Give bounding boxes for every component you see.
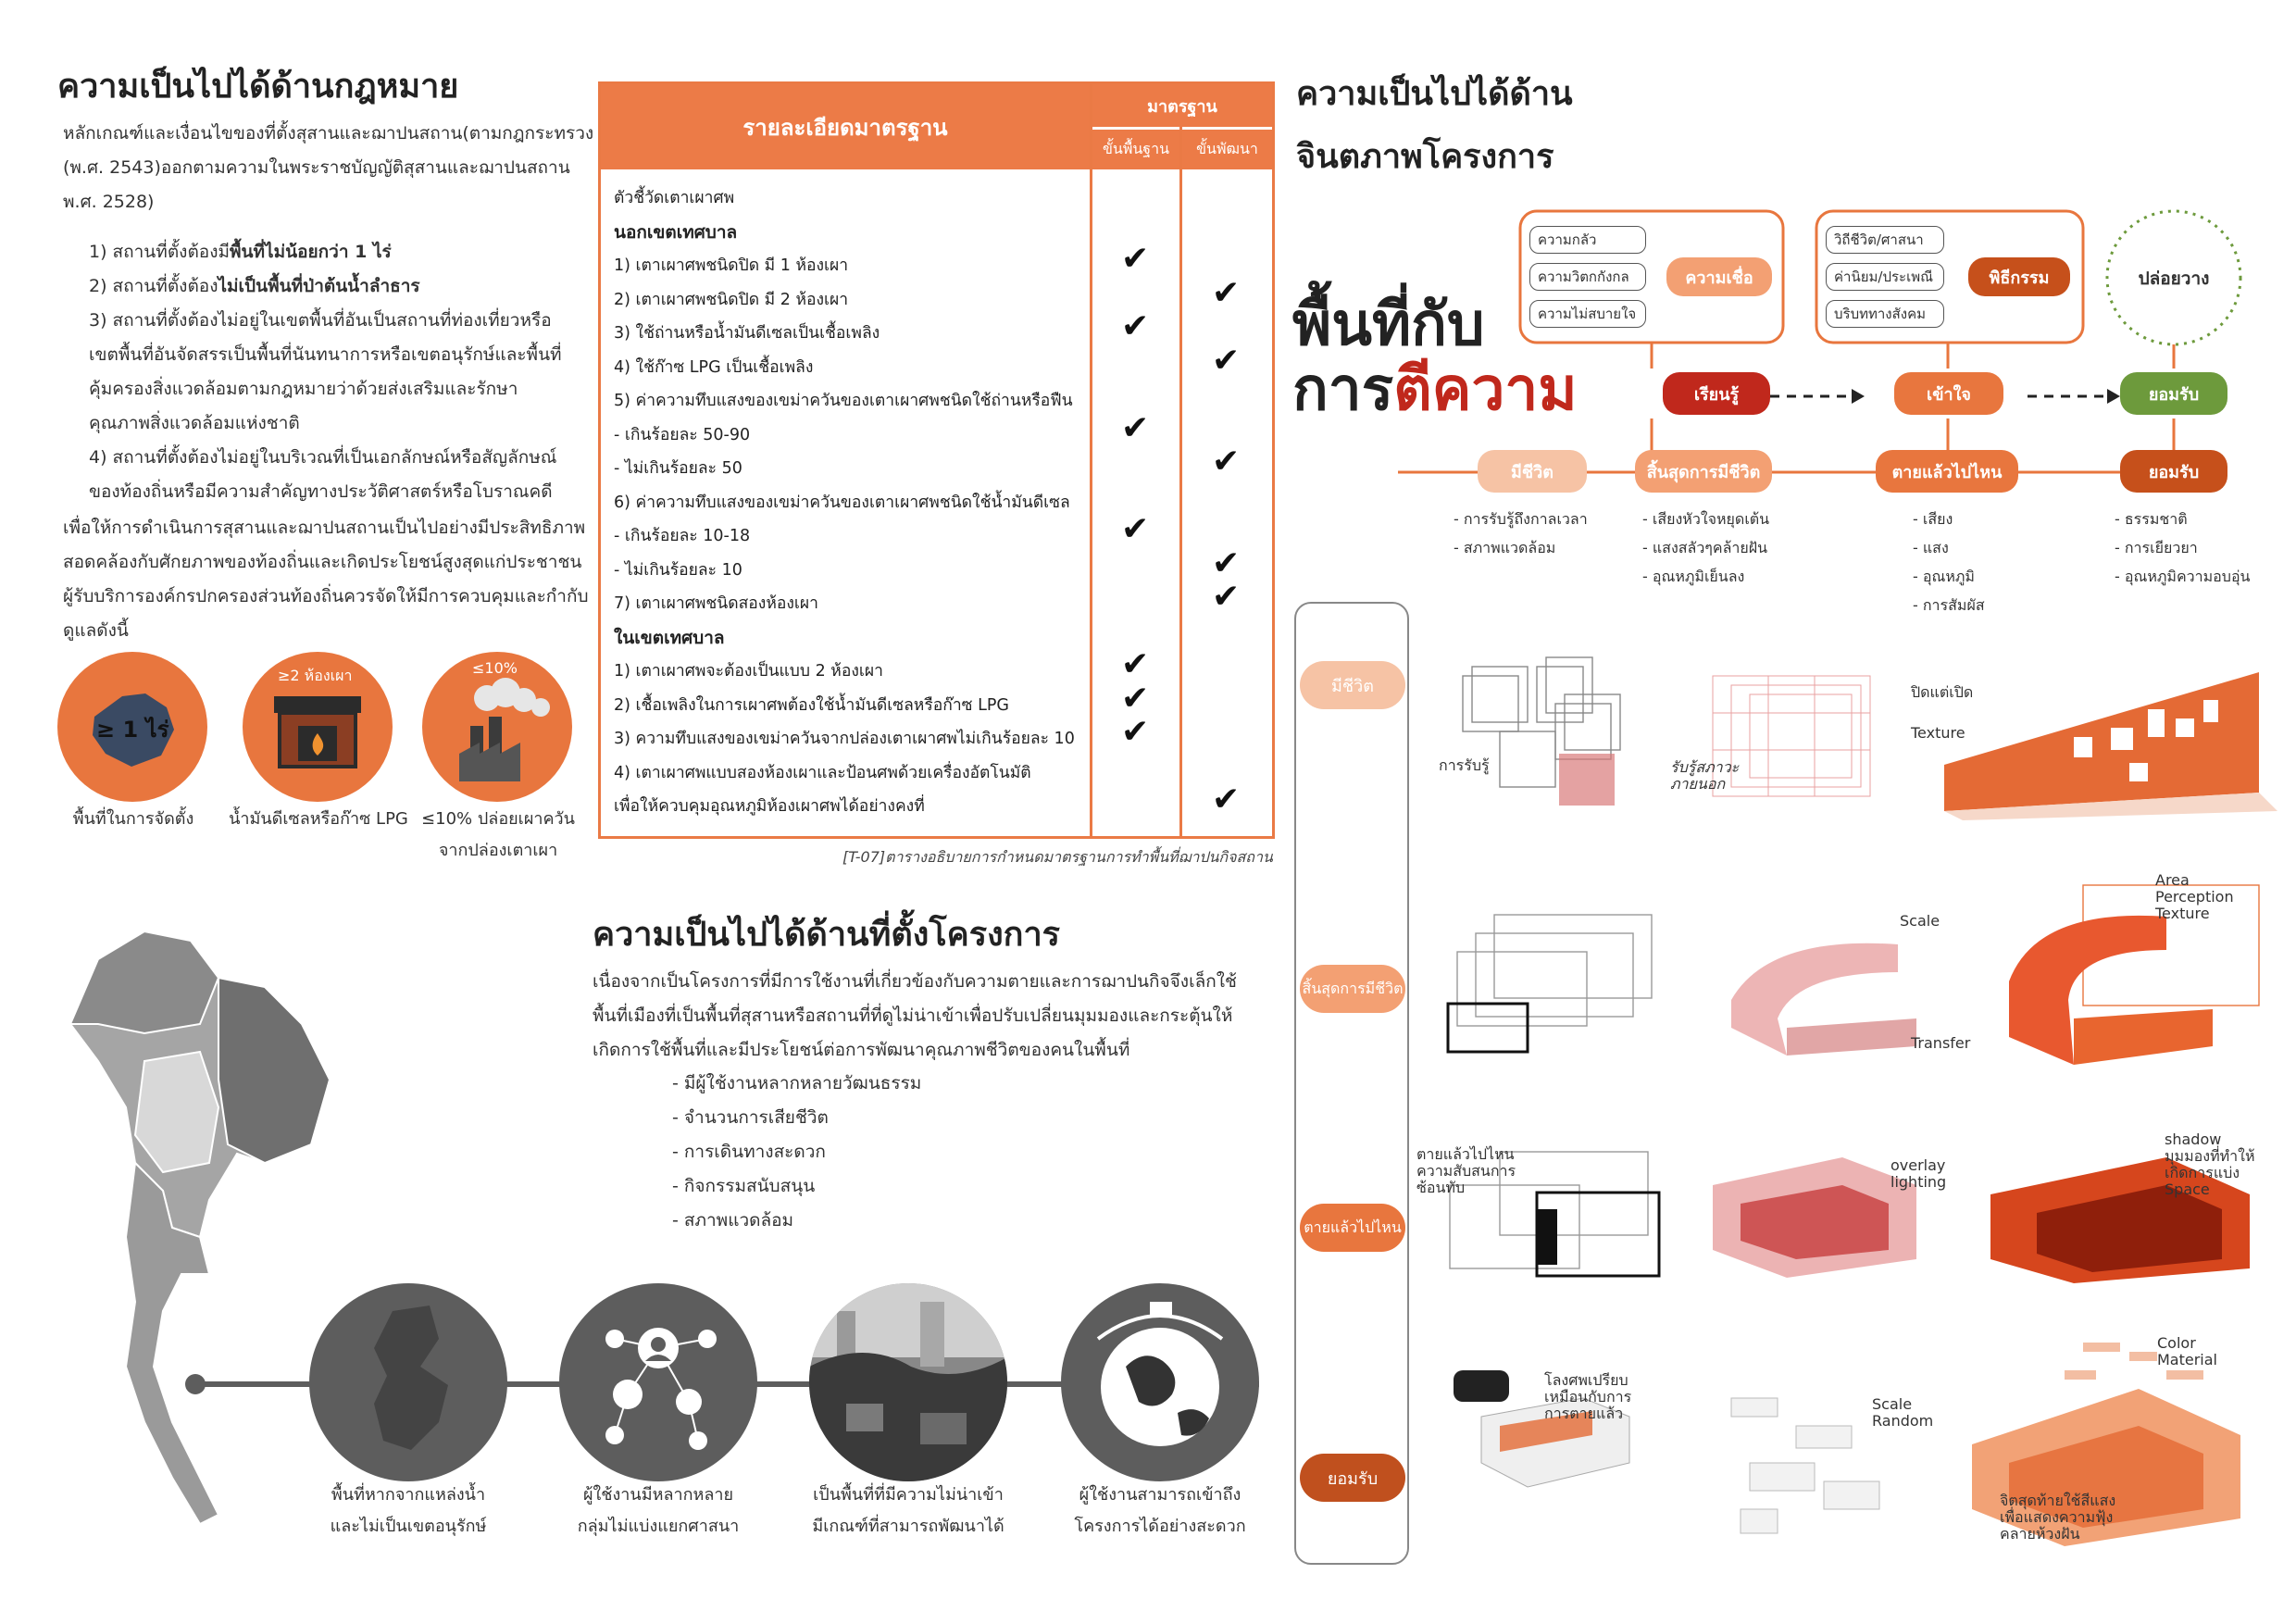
r4-label-d xyxy=(2000,1493,2115,1543)
title-line: ความเป็นไปได้ด้าน xyxy=(1296,75,1573,113)
standards-table xyxy=(598,81,1275,839)
legal-paragraph xyxy=(63,511,589,648)
table-row: - ไม่เกินร้อยละ 10 xyxy=(614,560,742,580)
label-line: Material xyxy=(2157,1351,2217,1368)
note: - อุณหภูมิความอบอุ่น xyxy=(2115,568,2251,585)
advanced-check-icon: ✔ xyxy=(1212,341,1241,380)
legal-item-4: 4) สถานที่ตั้งต้องไม่อยู่ในบริเวณที่เป็นเอกลักษณ์หรือสัญลักษณ์ xyxy=(89,447,557,468)
note: - เสียง xyxy=(1913,510,1953,528)
advanced-check-icon: ✔ xyxy=(1212,578,1241,616)
label-line: Area xyxy=(2155,871,2190,889)
big-line: พื้นที่กับ xyxy=(1292,291,1485,359)
table-row: 1) เตาเผาศพจะต้องเป็นแบบ 2 ห้องเผา xyxy=(614,662,883,681)
timeline-caption-4 xyxy=(1026,1480,1294,1543)
r2-label-c xyxy=(2155,872,2234,922)
chamber-badge: ≥2 ห้องเผา xyxy=(278,667,353,684)
side-stage-end-of-life: สิ้นสุดการมีชีวิต xyxy=(1300,965,1405,1013)
legal-item-1 xyxy=(89,235,562,269)
basic-check-icon: ✔ xyxy=(1121,713,1150,751)
table-row: 5) ค่าความทึบแสงของเขม่าควันของเตาเผาศพชนิดใช้ถ่านหรือฟืน xyxy=(614,392,1073,410)
para-line: เนื่องจากเป็นโครงการที่มีการใช้งานที่เกี่ยวข้องกับความตายและการฌาปนกิจจึงเล็กใช้ xyxy=(593,971,1237,992)
label-line: shadow xyxy=(2165,1131,2222,1148)
label-line: เหมือนกับการ xyxy=(1544,1388,1632,1405)
table-row: 2) เตาเผาศพชนิดปิด มี 2 ห้องเผา xyxy=(614,290,849,309)
site-paragraph xyxy=(593,965,1237,1068)
label-line: overlay xyxy=(1890,1156,1946,1174)
label-line: ปิดแต่เปิด xyxy=(1911,683,1974,701)
timeline-caption-1 xyxy=(274,1480,543,1543)
cubes-diagram xyxy=(1444,648,1648,815)
bullet: - กิจกรรมสนับสนุน xyxy=(672,1176,816,1196)
text: 1) สถานที่ตั้งต้องมี xyxy=(89,242,230,262)
random-blocks-render xyxy=(1722,1389,1889,1546)
caption-line: มีเกณฑ์ที่สามารถพัฒนาได้ xyxy=(812,1517,1004,1536)
text: 2) สถานที่ตั้งต้อง xyxy=(89,276,218,296)
label-line: Perception xyxy=(2155,888,2234,906)
r4-label-c xyxy=(2157,1335,2217,1368)
basic-check-icon: ✔ xyxy=(1121,408,1150,447)
legal-list xyxy=(89,235,562,509)
stage-notes-1 xyxy=(1454,505,1588,562)
label-line: ความสับสนการ xyxy=(1416,1162,1516,1180)
belief-item: ความกลัว xyxy=(1529,226,1646,254)
label-line: ตายแล้วไปไหน xyxy=(1416,1145,1515,1163)
r3-label-a xyxy=(1416,1146,1516,1196)
ritual-pill: พิธีกรรม xyxy=(1968,257,2070,296)
caption-line: และไม่เป็นเขตอนุรักษ์ xyxy=(330,1517,487,1536)
intro-line: พ.ศ. 2528) xyxy=(63,192,155,212)
stage-notes-4 xyxy=(2115,505,2250,591)
para-line: สอดคล้องกับศักยภาพของท้องถิ่นและเกิดประโยชน์สูงสุดแก่ประชาชน xyxy=(63,552,582,572)
frames-diagram xyxy=(1439,911,1661,1059)
title-line: จินตภาพโครงการ xyxy=(1296,138,1554,176)
grid-wireframe xyxy=(1694,667,1889,815)
caption-line: เป็นพื้นที่ที่มีความไม่น่าเข้า xyxy=(813,1485,1004,1505)
para-line: ผู้รับบริการองค์กรปกครองส่วนท้องถิ่นควรจัดให้มีการควบคุมและกำกับ xyxy=(63,586,589,606)
basic-check-icon: ✔ xyxy=(1121,240,1150,278)
ritual-item: บริบททางสังคม xyxy=(1826,300,1944,328)
table-row: - เกินร้อยละ 10-18 xyxy=(614,527,751,545)
legal-item-3: คุณภาพสิ่งแวดล้อมแห่งชาติ xyxy=(89,413,300,433)
label-line: Texture xyxy=(2155,905,2210,922)
timeline-caption-2 xyxy=(524,1480,792,1543)
label-line: เพื่อแสดงความฟุ้ง xyxy=(2000,1508,2114,1526)
para-line: ดูแลดังนี้ xyxy=(63,620,129,641)
caption-line: โครงการได้อย่างสะดวก xyxy=(1074,1517,1246,1536)
label-line: ซ้อนทับ xyxy=(1416,1179,1466,1196)
note: - อุณหภูมิ xyxy=(1913,568,1975,585)
note: - แสงสลัวๆคล้ายฝัน xyxy=(1642,539,1768,556)
bullet: - มีผู้ใช้งานหลากหลายวัฒนธรรม xyxy=(672,1073,922,1093)
text-red: ตีความ xyxy=(1393,356,1578,424)
label-line: คลายห้วงฝัน xyxy=(2000,1525,2080,1543)
r1-label-a: การรับรู้ xyxy=(1439,756,1490,774)
stage-accept: ยอมรับ xyxy=(2120,450,2227,493)
label-line: มุมมองที่ทำให้ xyxy=(2165,1147,2255,1165)
para-line: พื้นที่เมืองที่เป็นพื้นที่สุสานหรือสถานที่ที่ดูไม่น่าเข้าเพื่อปรับเปลี่ยนมุมมองและกระตุ้นให้ xyxy=(593,1006,1233,1026)
text-bold: พื้นที่ไม่น้อยกว่า 1 ไร่ xyxy=(230,242,392,262)
label-line: เกิดการแบ่ง xyxy=(2165,1164,2240,1181)
basic-check-icon: ✔ xyxy=(1121,679,1150,718)
caption-line: พื้นที่หากจากแหล่งน้ำ xyxy=(331,1485,486,1505)
legal-item-2 xyxy=(89,269,562,304)
advanced-check-icon: ✔ xyxy=(1212,443,1241,481)
texture-wall-render xyxy=(1926,654,2277,820)
bullet: - สภาพแวดล้อม xyxy=(672,1210,794,1230)
caption-line: จากปล่องเตาเผา xyxy=(438,841,558,860)
note: - แสง xyxy=(1913,539,1949,556)
stage-notes-3 xyxy=(1913,505,1985,619)
caption-line: กลุ่มไม่แบ่งแยกศาสนา xyxy=(577,1517,740,1536)
r1-label-c xyxy=(1911,672,1973,754)
bullet: - จำนวนการเสียชีวิต xyxy=(672,1107,829,1128)
para-line: เกิดการใช้พื้นที่และมีประโยชน์ต่อการพัฒนาคุณภาพชีวิตของคนในพื้นที่ xyxy=(593,1040,1130,1060)
site-bullets xyxy=(672,1067,921,1238)
legal-item-3: 3) สถานที่ตั้งต้องไม่อยู่ในเขตพื้นที่อันเป็นสถานที่ท่องเที่ยวหรือ xyxy=(89,310,552,331)
label-line: โลงศพเปรียบ xyxy=(1544,1371,1628,1389)
label-line: Texture xyxy=(1911,724,1965,742)
r4-label-a xyxy=(1544,1372,1631,1422)
intro-line: (พ.ศ. 2543)ออกตามความในพระราชบัญญัติสุสานและฌาปนสถาน xyxy=(63,157,570,178)
basic-check-icon: ✔ xyxy=(1121,510,1150,548)
province-map-icon xyxy=(309,1283,507,1481)
caption-line: ≤10% ปล่อยเผาควัน xyxy=(421,809,575,829)
note: - อุณหภูมิเย็นลง xyxy=(1642,568,1745,585)
belief-pill: ความเชื่อ xyxy=(1666,257,1772,296)
label-line: ภายนอก xyxy=(1670,775,1726,793)
note: - การรับรู้ถึงกาลเวลา xyxy=(1454,510,1588,528)
release-label: ปล่อยวาง xyxy=(2138,269,2210,289)
text: การ xyxy=(1292,356,1394,424)
table-row: ในเขตเทศบาล xyxy=(614,627,725,648)
concept-title xyxy=(1296,63,1573,189)
curved-wall-render-1 xyxy=(1713,917,1935,1065)
table-row: นอกเขตเทศบาล xyxy=(614,221,738,243)
column-divider xyxy=(1090,84,1092,836)
timeline-start-dot xyxy=(185,1374,206,1394)
note: - ธรรมชาติ xyxy=(2115,510,2188,528)
side-stage-alive: มีชีวิต xyxy=(1300,661,1405,709)
flow-understand: เข้าใจ xyxy=(1894,372,2003,415)
stage-notes-2 xyxy=(1642,505,1769,591)
label-line: Color xyxy=(2157,1334,2196,1352)
basic-check-icon: ✔ xyxy=(1121,307,1150,345)
icon-caption: น้ำมันดีเซลหรือก๊าซ LPG xyxy=(229,809,408,829)
legal-intro xyxy=(63,117,593,219)
note: - เสียงหัวใจหยุดเต้น xyxy=(1642,510,1770,528)
para-line: เพื่อให้การดำเนินการสุสานและฌาปนสถานเป็นไปอย่างมีประสิทธิภาพ xyxy=(63,518,586,538)
side-stage-after-death: ตายแล้วไปไหน xyxy=(1300,1204,1405,1252)
flow-learn: เรียนรู้ xyxy=(1663,372,1770,415)
ritual-item: วิถีชีวิต/ศาสนา xyxy=(1826,226,1944,254)
table-row: 4) ใช้ก๊าซ LPG เป็นเชื้อเพลิง xyxy=(614,357,814,377)
table-header-advanced: ขั้นพัฒนา xyxy=(1182,130,1272,169)
r3-label-b xyxy=(1890,1157,1946,1191)
table-row: 6) ค่าความทึบแสงของเขม่าควันของเตาเผาศพชนิดใช้น้ำมันดีเซล xyxy=(614,493,1070,512)
table-row: 4) เตาเผาศพแบบสองห้องเผาและป้อนศพด้วยเครื่องอัตโนมัติ xyxy=(614,763,1031,782)
bullet: - การเดินทางสะดวก xyxy=(672,1142,826,1162)
table-header-basic: ขั้นพื้นฐาน xyxy=(1092,130,1179,169)
flow-accept: ยอมรับ xyxy=(2120,372,2227,415)
table-row: เพื่อให้ควบคุมอุณหภูมิห้องเผาศพได้อย่างคงที่ xyxy=(614,797,925,816)
r2-transfer: Transfer xyxy=(1911,1034,1971,1052)
r1-label-b xyxy=(1670,759,1739,793)
icon-caption: พื้นที่ในการจัดตั้ง xyxy=(72,809,194,829)
stage-end-of-life: สิ้นสุดการมีชีวิต xyxy=(1635,450,1772,493)
note: - การสัมผัส xyxy=(1913,596,1985,614)
r2-scale: Scale xyxy=(1900,912,1940,930)
advanced-check-icon: ✔ xyxy=(1212,543,1241,582)
label-line: Random xyxy=(1872,1412,1934,1430)
intro-line: หลักเกณฑ์และเงื่อนไขของที่ตั้งสุสานและฌาปนสถาน(ตามกฎกระทรวง xyxy=(63,123,594,144)
cemetery-photo-icon xyxy=(809,1283,1007,1481)
people-network-icon xyxy=(559,1283,757,1481)
area-badge: ≥ 1 ไร่ xyxy=(96,717,169,743)
stage-column-frame xyxy=(1294,602,1409,1565)
r3-label-c xyxy=(2165,1131,2255,1198)
belief-item: ความวิตกกังกล xyxy=(1529,263,1646,291)
advanced-check-icon: ✔ xyxy=(1212,273,1241,312)
table-row: 3) ใช้ถ่านหรือน้ำมันดีเซลเป็นเชื้อเพลิง xyxy=(614,324,880,343)
label-line: การตายแล้ว xyxy=(1544,1405,1624,1422)
timeline-caption-3 xyxy=(774,1480,1042,1543)
note: - การเยียวยา xyxy=(2115,539,2198,556)
caption-line: ผู้ใช้งานมีหลากหลาย xyxy=(582,1485,734,1505)
caption-line: ผู้ใช้งานสามารถเข้าถึง xyxy=(1079,1485,1242,1505)
table-row: - ไม่เกินร้อยละ 50 xyxy=(614,459,742,478)
basic-check-icon: ✔ xyxy=(1121,645,1150,683)
table-header-standard: มาตรฐาน xyxy=(1092,84,1272,127)
legal-title: ความเป็นไปได้ด้านกฎหมาย xyxy=(57,68,459,106)
table-row: 7) เตาเผาศพชนิดสองห้องเผา xyxy=(614,594,818,613)
site-title: ความเป็นไปได้ด้านที่ตั้งโครงการ xyxy=(593,916,1061,954)
table-row: 2) เชื้อเพลิงในการเผาศพต้องใช้น้ำมันดีเซลหรือก๊าซ LPG xyxy=(614,695,1009,715)
label-line: จิตสุดท้ายใช้สีแสง xyxy=(2000,1492,2116,1509)
label-line: รับรู้สภาวะ xyxy=(1670,758,1740,776)
label-line: Space xyxy=(2165,1181,2210,1198)
legal-item-3: คุ้มครองสิ่งแวดล้อมตามกฎหมายว่าด้วยส่งเสริมและรักษา xyxy=(89,379,518,399)
stage-alive: มีชีวิต xyxy=(1478,450,1587,493)
icon-caption xyxy=(398,804,598,867)
label-line: Scale xyxy=(1872,1395,1913,1413)
table-row: 3) ความทึบแสงของเขม่าควันจากปล่องเตาเผาศพไม่เกินร้อยละ 10 xyxy=(614,730,1075,748)
r4-label-b xyxy=(1872,1396,1933,1430)
table-row: ตัวชี้วัดเตาเผาศพ xyxy=(614,189,735,207)
belief-item: ความไม่สบายใจ xyxy=(1529,300,1646,328)
table-row: - เกินร้อยละ 50-90 xyxy=(614,425,751,444)
note: - สภาพแวดล้อม xyxy=(1454,539,1556,556)
ritual-item: ค่านิยม/ประเพณี xyxy=(1826,263,1944,291)
table-header-detail: รายละเอียดมาตรฐาน xyxy=(601,84,1090,169)
label-line: lighting xyxy=(1890,1173,1947,1191)
text-bold: ไม่เป็นพื้นที่ป่าต้นน้ำลำธาร xyxy=(218,276,420,296)
table-row: 1) เตาเผาศพชนิดปิด มี 1 ห้องเผา xyxy=(614,256,849,275)
stage-after-death: ตายแล้วไปไหน xyxy=(1876,450,2018,493)
legal-item-3: เขตพื้นที่อันจัดสรรเป็นพื้นที่นันทนาการหรือเขตอนุรักษ์และพื้นที่ xyxy=(89,344,562,365)
globe-transport-icon xyxy=(1061,1283,1259,1481)
thailand-map xyxy=(61,922,339,1533)
legal-item-4: ของท้องถิ่นหรือมีความสำคัญทางประวัติศาสตร์หรือโบราณคดี xyxy=(89,481,553,502)
smoke-badge: ≤10% xyxy=(472,659,518,677)
side-stage-accept: ยอมรับ xyxy=(1300,1454,1405,1502)
column-divider xyxy=(1179,127,1182,836)
table-caption: [T-07]ตารางอธิบายการกำหนดมาตรฐานการทำพื้นที่ฌาปนกิจสถาน xyxy=(842,848,1273,866)
advanced-check-icon: ✔ xyxy=(1212,781,1241,818)
